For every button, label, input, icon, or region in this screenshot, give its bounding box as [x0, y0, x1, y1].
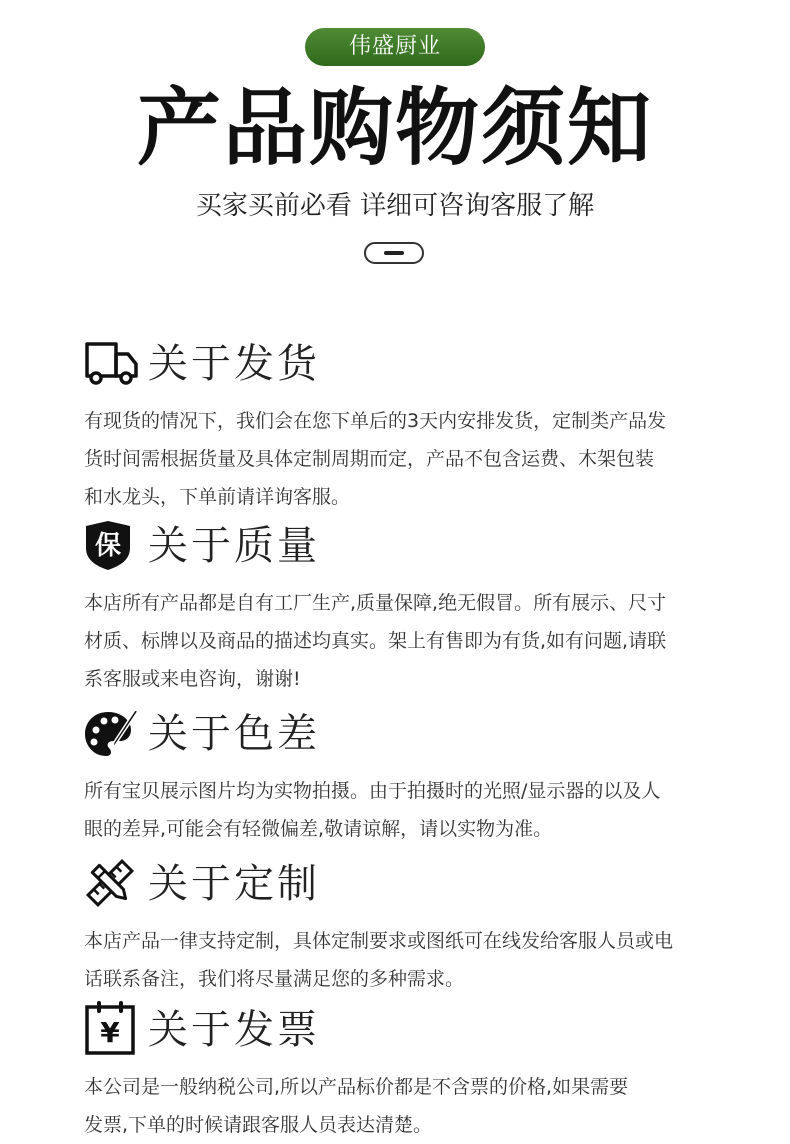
section-body [84, 584, 724, 698]
section-quality [84, 518, 724, 698]
section-body [84, 772, 724, 848]
body-line: 眼的差异,可能会有轻微偏差,敬请谅解，请以实物为准。 [84, 818, 553, 840]
body-line: 话联系备注，我们将尽量满足您的多种需求。 [84, 968, 465, 990]
page-title: 产品购物须知 [136, 79, 653, 177]
shield-badge-text: 保 [94, 531, 122, 561]
body-line: 本店所有产品都是自有工厂生产,质量保障,绝无假冒。所有展示、尺寸 [84, 592, 667, 614]
guarantee-shield-icon [84, 520, 140, 570]
yen-invoice-icon [84, 1000, 140, 1056]
body-line: 有现货的情况下，我们会在您下单后的3天内安排发货，定制类产品发 [84, 410, 667, 432]
section-shipping [84, 336, 724, 516]
body-line: 系客服或来电咨询，谢谢! [84, 668, 301, 690]
delivery-truck-icon [84, 338, 140, 388]
section-body [84, 402, 724, 516]
section-title: 关于色差 [148, 711, 320, 757]
paint-palette-icon [84, 708, 140, 758]
section-body [84, 1068, 724, 1144]
brand-badge: 伟盛厨业 [305, 28, 485, 66]
body-line: 所有宝贝展示图片均为实物拍摄。由于拍摄时的光照/显示器的以及人 [84, 780, 661, 802]
body-line: 货时间需根据货量及具体定制周期而定，产品不包含运费、木架包装 [84, 448, 655, 470]
body-line: 发票,下单的时候请跟客服人员表达清楚。 [84, 1114, 433, 1136]
body-line: 和水龙头，下单前请详询客服。 [84, 486, 351, 508]
ruler-pencil-icon [84, 858, 140, 908]
page-subtitle: 买家买前必看 详细可咨询客服了解 [195, 191, 595, 221]
body-line: 本公司是一般纳税公司,所以产品标价都是不含票的价格,如果需要 [84, 1076, 629, 1098]
section-color [84, 706, 724, 848]
section-title: 关于质量 [148, 523, 320, 569]
body-line: 本店产品一律支持定制，具体定制要求或图纸可在线发给客服人员或电 [84, 930, 674, 952]
body-line: 材质、标牌以及商品的描述均真实。架上有售即为有货,如有问题,请联 [84, 630, 667, 652]
section-title: 关于发货 [148, 341, 320, 387]
section-title: 关于定制 [148, 861, 320, 907]
section-custom [84, 856, 724, 998]
section-body [84, 922, 724, 998]
yen-symbol: ¥ [100, 1016, 120, 1049]
section-title: 关于发票 [148, 1007, 320, 1053]
divider-pill [364, 242, 424, 264]
section-invoice [84, 1002, 724, 1144]
